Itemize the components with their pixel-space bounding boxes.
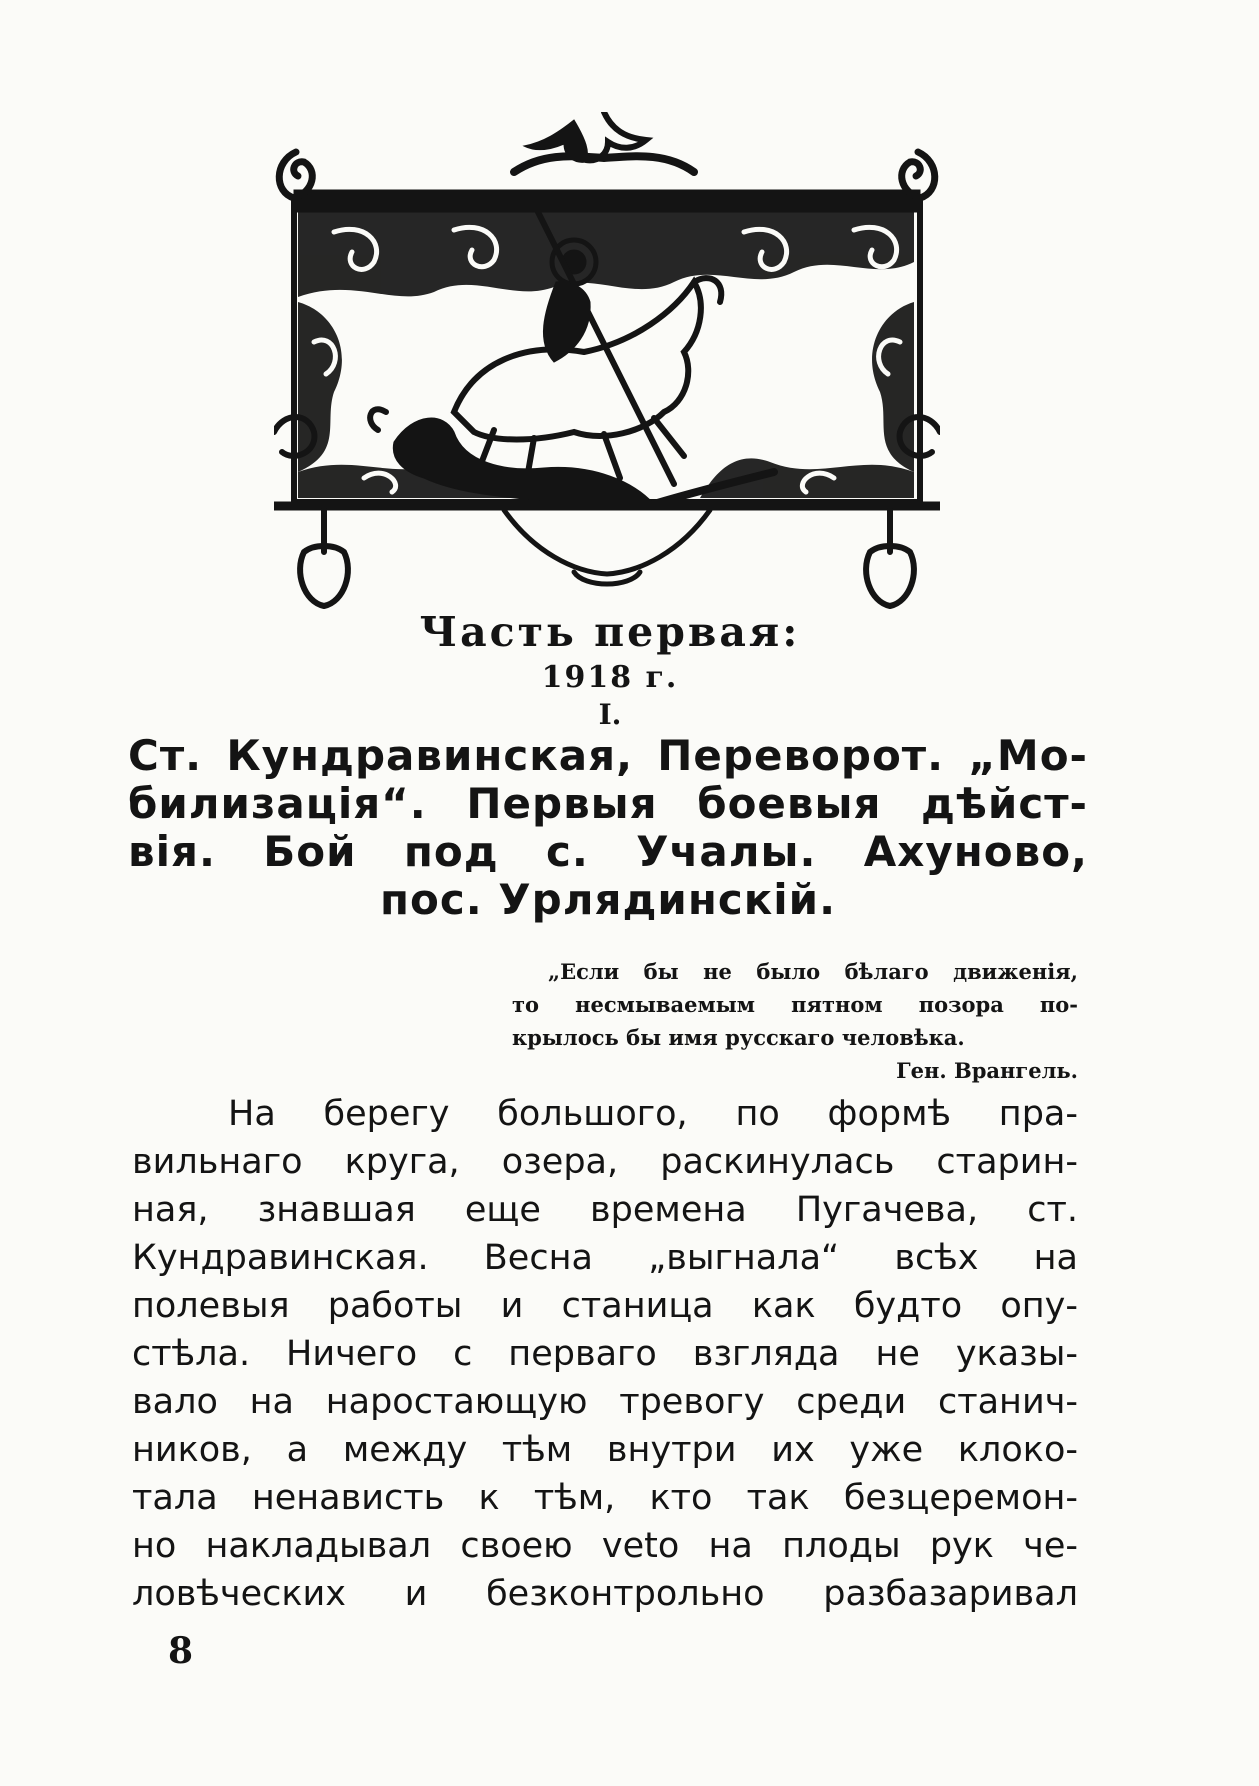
body-line: полевыя работы и станица как будто опу- <box>132 1286 1078 1326</box>
page-number: 8 <box>168 1630 194 1672</box>
epigraph-line: „Если бы не было бѣлаго движенія, <box>548 959 1078 984</box>
body-line: вильнаго круга, озера, раскинулась старин- <box>132 1142 1078 1182</box>
epigraph-attribution: Ген. Врангель. <box>896 1058 1078 1083</box>
epigraph <box>512 955 1078 1087</box>
chapter-heading <box>128 732 1088 924</box>
chapter-heading-line: пос. Урлядинскій. <box>379 875 837 924</box>
chapter-number: I. <box>598 698 622 731</box>
body-line: но накладывал своею veto на плоды рук че- <box>132 1526 1078 1566</box>
st-george-dragon-ornament-icon <box>274 112 940 612</box>
chapter-heading-line: билизація“. Первыя боевыя дѣйст- <box>128 779 1088 828</box>
body-paragraph <box>132 1090 1078 1618</box>
body-line: тала ненависть к тѣм, кто так безцеремон- <box>132 1478 1078 1518</box>
year-heading: 1918 г. <box>541 660 679 695</box>
body-line: вало на наростающую тревогу среди станич- <box>132 1382 1078 1422</box>
chapter-heading-line: Ст. Кундравинская, Переворот. „Мо- <box>128 731 1088 780</box>
body-line: Кундравинская. Весна „выгнала“ всѣх на <box>132 1238 1078 1278</box>
body-line: ловѣческих и безконтрольно разбазаривал <box>132 1574 1078 1614</box>
body-line: На берегу большого, по формѣ пра- <box>228 1094 1078 1134</box>
body-line: стѣла. Ничего с перваго взгляда не указы- <box>132 1334 1078 1374</box>
chapter-heading-line: вія. Бой под с. Учалы. Ахуново, <box>128 827 1088 876</box>
body-line: ников, а между тѣм внутри их уже клоко- <box>132 1430 1078 1470</box>
epigraph-line: то несмываемым пятном позора по- <box>512 992 1078 1017</box>
part-title: Часть первая: <box>419 608 801 656</box>
body-line: ная, знавшая еще времена Пугачева, ст. <box>132 1190 1078 1230</box>
epigraph-line: крылось бы имя русскаго человѣка. <box>512 1025 965 1050</box>
